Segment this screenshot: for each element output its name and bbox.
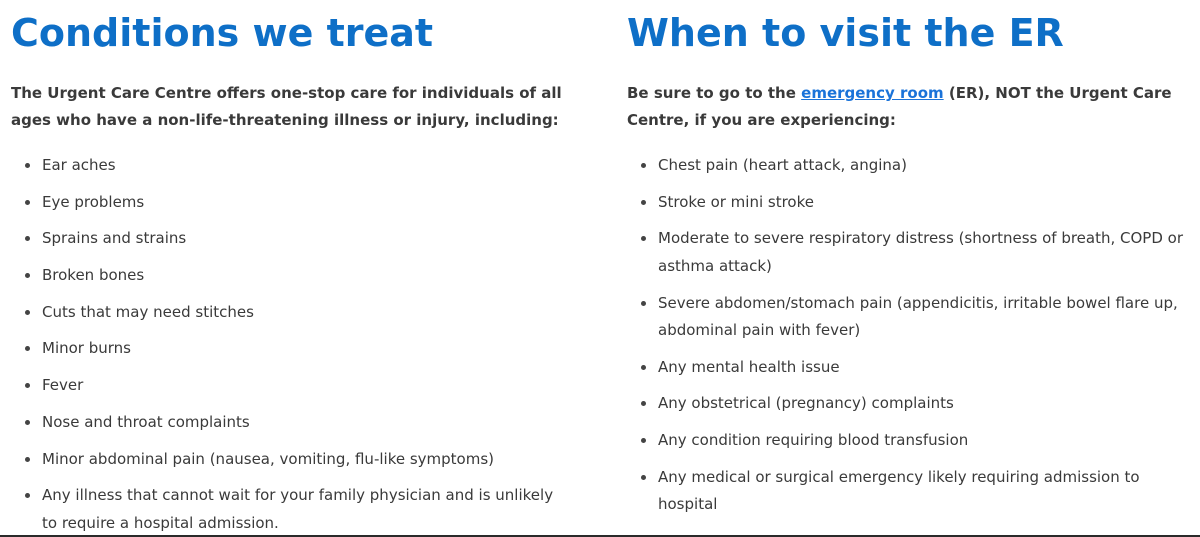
list-item: Sprains and strains (11, 225, 571, 253)
list-item: Ear aches (11, 152, 571, 180)
list-item: Minor abdominal pain (nausea, vomiting, flu-like symptoms) (11, 446, 571, 474)
er-intro-before: Be sure to go to the (627, 84, 802, 102)
list-item: Fever (11, 372, 571, 400)
list-item: Broken bones (11, 262, 571, 290)
emergency-room-link[interactable]: emergency room (801, 84, 944, 102)
list-item: Minor burns (11, 335, 571, 363)
list-item: Any mental health issue (627, 354, 1197, 382)
list-item: Severe abdomen/stomach pain (appendicitis, irritable bowel flare up, abdominal pain with fever) (627, 290, 1197, 345)
list-item: Moderate to severe respiratory distress (shortness of breath, COPD or asthma attack) (627, 225, 1197, 280)
list-item: Any medical or surgical emergency likely requiring admission to hospital (627, 464, 1197, 519)
er-intro-after: (ER), NOT the Urgent Care Centre, if you are experiencing: (627, 84, 1172, 129)
list-item: Any illness that cannot wait for your family physician and is unlikely to require a hospital admission. (11, 482, 571, 537)
list-item: Stroke or mini stroke (627, 189, 1197, 217)
er-intro (627, 80, 1200, 134)
conditions-heading: Conditions we treat (11, 11, 434, 55)
conditions-list (11, 152, 571, 537)
er-list (627, 152, 1197, 528)
list-item: Any obstetrical (pregnancy) complaints (627, 390, 1197, 418)
list-item: Nose and throat complaints (11, 409, 571, 437)
conditions-intro: The Urgent Care Centre offers one-stop care for individuals of all ages who have a non-life-threatening illness or injury, including: (11, 84, 562, 129)
list-item: Cuts that may need stitches (11, 299, 571, 327)
list-item: Chest pain (heart attack, angina) (627, 152, 1197, 180)
list-item: Eye problems (11, 189, 571, 217)
list-item: Any condition requiring blood transfusion (627, 427, 1197, 455)
er-heading: When to visit the ER (627, 11, 1064, 55)
